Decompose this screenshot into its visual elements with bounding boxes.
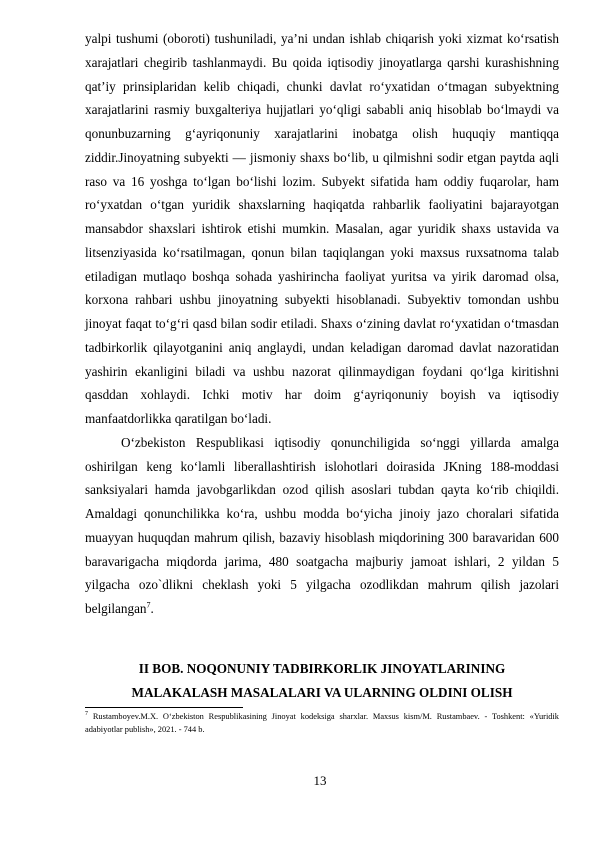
page-number: 13 — [313, 773, 327, 788]
paragraph-2 — [85, 431, 559, 621]
chapter-heading-line-1: II BOB. NOQONUNIY TADBIRKORLIK JINOYATLARINING — [138, 661, 506, 676]
chapter-heading — [85, 657, 559, 705]
footnote-reference[interactable]: 7 — [146, 600, 151, 610]
body-text — [85, 27, 559, 621]
footnote — [85, 711, 559, 736]
paragraph-2-end: . — [150, 601, 154, 616]
paragraph-2-text: O‘zbekiston Respublikasi iqtisodiy qonunchiligida so‘nggi yillarda amalga oshirilgan keng ko‘lamli liberallashtirish islohotlari doirasida JKning 188-moddasi sanksiyalari hamda javobgarlikdan ozod qilish asoslari tubdan qayta ko‘rib chiqildi. Amaldagi qonunchilikka ko‘ra, ushbu modda bo‘yicha jinoiy jazo choralari sifatida muayyan huquqdan mahrum qilish, bazaviy hisoblash miqdorining 300 baravaridan 600 baravarigacha miqdorda jarima, 480 soatgacha majburiy jamoat ishlari, 2 yildan 5 yilgacha ozo`dlikni cheklash yoki 5 yilgacha ozodlikdan mahrum qilish jazolari belgilangan — [85, 434, 559, 616]
footnote-text: Rustamboyev.M.X. O‘zbekiston Respublikasining Jinoyat kodeksiga sharxlar. Maxsus kism/M. Rustambaev. - Toshkent: «Yuridik adabiyotlar publish», 2021. - 744 b. — [85, 712, 559, 734]
footnote-separator — [85, 707, 243, 708]
footnote-number: 7 — [85, 711, 88, 718]
chapter-heading-line-2: MALAKALASH MASALALARI VA ULARNING OLDINI OLISH — [131, 684, 513, 700]
paragraph-1: yalpi tushumi (oboroti) tushuniladi, ya’ni undan ishlab chiqarish yoki xizmat ko‘rsatish xarajatlari chegirib tashlanmaydi. Bu qoida iqtisodiy jinoyatlarga qarshi kurashishning qat’iy prinsiplaridan kelib chiqadi, chunki davlat ro‘yxatidan o‘tmagan subyektning xarajatlarini rasmiy buxgalteriya hujjatlari yo‘qligi sababli aniq hisoblab bo‘lmaydi va qonunbuzarning g‘ayriqonuniy xarajatlarini inobatga olish huquqiy mantiqqa ziddir.Jinoyatning subyekti — jismoniy shaxs bo‘lib, u qilmishni sodir etgan paytda aqli raso va 16 yoshga to‘lgan bo‘lishi lozim. Subyekt sifatida ham oddiy fuqarolar, ham ro‘yxatdan o‘tgan yuridik shaxslarning haqiqatda rahbarlik faoliyatini bajarayotgan mansabdor shaxslari ishtirok etishi mumkin. Masalan, agar yuridik shaxs ustavida va litsenziyasida ko‘rsatilmagan, qonun bilan taqiqlangan yoki maxsus ruxsatnoma talab etiladigan mutlaqo boshqa sohada yashirincha faoliyat yuritsa va yirik daromad olsa, korxona rahbari ushbu jinoyatning subyekti hisoblanadi. Subyektiv tomondan ushbu jinoyat faqat to‘g‘ri qasd bilan sodir etiladi. Shaxs o‘zining davlat ro‘yxatidan o‘tmasdan tadbirkorlik qilayotganini aniq anglaydi, undan keladigan daromad davlat nazoratidan yashirin ekanligini biladi va ushbu nazorat qilinmaydigan foydani qo‘lga kiritishni qasddan xohlaydi. Ichki motiv har doim g‘ayriqonuniy boyish va iqtisodiy manfaatdorlikka qaratilgan bo‘ladi. — [85, 31, 559, 426]
